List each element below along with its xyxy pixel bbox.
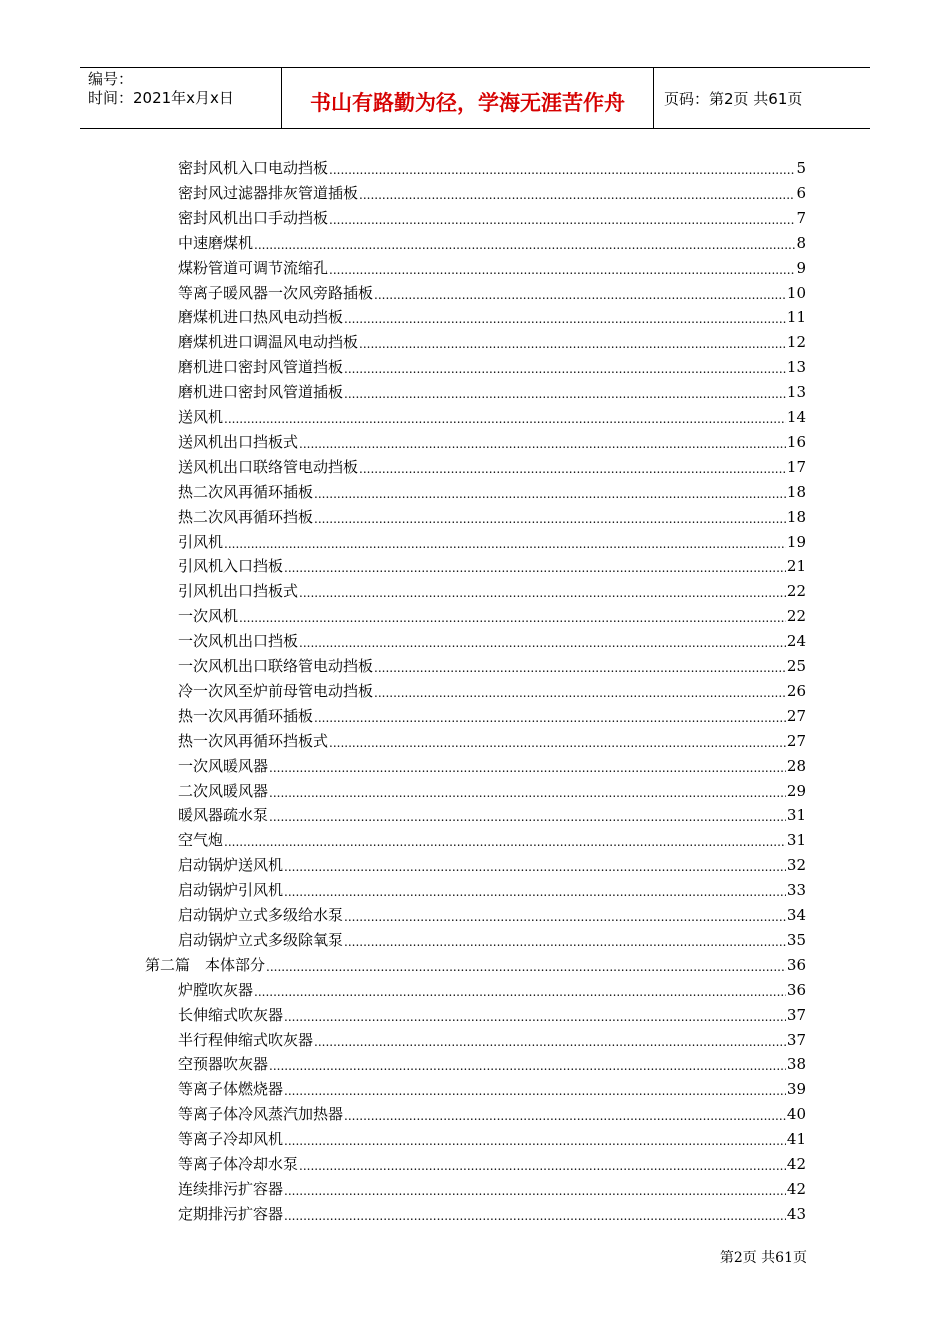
toc-dot-leader bbox=[284, 1208, 786, 1224]
toc-entry-page: 29 bbox=[786, 781, 806, 800]
toc-entry-title: 启动锅炉引风机 bbox=[178, 881, 284, 900]
toc-entry-title: 暖风器疏水泵 bbox=[178, 806, 269, 825]
toc-dot-leader bbox=[329, 735, 786, 751]
toc-entry[interactable] bbox=[178, 752, 806, 776]
toc-entry[interactable] bbox=[178, 1075, 806, 1099]
toc-entry-page: 18 bbox=[786, 507, 806, 526]
number-label: 编号： bbox=[88, 70, 134, 88]
toc-dot-leader bbox=[359, 187, 795, 203]
toc-entry-title: 密封风机出口手动挡板 bbox=[178, 208, 329, 227]
toc-entry-title: 空气炮 bbox=[178, 831, 224, 850]
toc-entry-page: 14 bbox=[786, 408, 806, 426]
toc-entry-title: 送风机出口挡板式 bbox=[178, 432, 299, 451]
toc-entry-page: 36 bbox=[786, 955, 806, 974]
toc-entry-page: 28 bbox=[786, 756, 806, 775]
toc-dot-leader bbox=[344, 311, 786, 327]
toc-entry[interactable] bbox=[178, 926, 806, 950]
toc-entry-title: 等离子冷却风机 bbox=[178, 1130, 284, 1149]
toc-entry-page: 13 bbox=[786, 383, 806, 402]
toc-entry-page: 32 bbox=[786, 856, 806, 875]
toc-dot-leader bbox=[344, 934, 786, 950]
toc-entry[interactable] bbox=[178, 428, 806, 452]
toc-entry[interactable] bbox=[178, 1050, 806, 1074]
toc-entry-page: 36 bbox=[786, 980, 806, 999]
toc-entry-page: 6 bbox=[796, 183, 806, 202]
toc-entry-page: 37 bbox=[786, 1030, 806, 1049]
toc-entry-title: 送风机出口联络管电动挡板 bbox=[178, 457, 359, 476]
toc-entry[interactable] bbox=[178, 876, 806, 900]
toc-entry[interactable] bbox=[178, 1100, 806, 1124]
toc-entry-title: 一次风机出口挡板 bbox=[178, 632, 299, 651]
toc-entry-title: 引风机出口挡板式 bbox=[178, 582, 299, 601]
toc-dot-leader bbox=[269, 760, 786, 776]
toc-entry-title: 热一次风再循环挡板式 bbox=[178, 731, 329, 750]
toc-dot-leader bbox=[299, 635, 786, 651]
toc-entry-title: 密封风机入口电动挡板 bbox=[178, 159, 329, 177]
toc-entry[interactable] bbox=[178, 279, 806, 303]
toc-entry-page: 42 bbox=[786, 1155, 806, 1173]
toc-entry-page: 31 bbox=[786, 806, 806, 825]
toc-entry-title: 一次风机 bbox=[178, 607, 239, 626]
toc-entry[interactable] bbox=[178, 727, 806, 751]
toc-entry[interactable] bbox=[178, 254, 806, 278]
toc-entry-title: 等离子体冷风蒸汽加热器 bbox=[178, 1105, 344, 1124]
toc-entry-title: 连续排污扩容器 bbox=[178, 1179, 284, 1198]
toc-dot-leader bbox=[224, 834, 786, 850]
toc-dot-leader bbox=[344, 386, 786, 402]
toc-entry[interactable] bbox=[178, 1001, 806, 1025]
toc-entry[interactable] bbox=[178, 1175, 806, 1199]
toc-entry-title: 等离子暖风器一次风旁路插板 bbox=[178, 283, 374, 302]
toc-entry-title: 二次风暖风器 bbox=[178, 781, 269, 800]
toc-dot-leader bbox=[374, 287, 786, 303]
toc-entry[interactable] bbox=[178, 777, 806, 801]
toc-entry[interactable] bbox=[178, 229, 806, 253]
toc-dot-leader bbox=[374, 685, 786, 701]
toc-dot-leader bbox=[284, 859, 786, 875]
toc-entry-title: 密封风过滤器排灰管道插板 bbox=[178, 183, 359, 202]
toc-entry[interactable] bbox=[178, 627, 806, 651]
toc-entry[interactable] bbox=[178, 1026, 806, 1050]
toc-dot-leader bbox=[359, 336, 786, 352]
toc-entry-page: 17 bbox=[786, 457, 806, 476]
toc-entry-page: 40 bbox=[786, 1105, 806, 1124]
toc-entry-title: 送风机 bbox=[178, 408, 224, 426]
toc-entry-title: 热二次风再循环挡板 bbox=[178, 507, 314, 526]
toc-dot-leader bbox=[314, 1034, 786, 1050]
toc-entry[interactable] bbox=[178, 702, 806, 726]
toc-entry[interactable] bbox=[178, 503, 806, 527]
toc-entry[interactable] bbox=[178, 901, 806, 925]
toc-entry-title: 磨机进口密封风管道插板 bbox=[178, 383, 344, 402]
toc-entry-page: 41 bbox=[786, 1130, 806, 1149]
toc-entry-page: 39 bbox=[786, 1080, 806, 1099]
header-page-label: 页码：第2页 共61页 bbox=[664, 89, 803, 108]
toc-dot-leader bbox=[269, 785, 786, 801]
toc-dot-leader bbox=[284, 1009, 786, 1025]
toc-dot-leader bbox=[284, 1083, 786, 1099]
toc-entry-page: 22 bbox=[786, 582, 806, 601]
page-header bbox=[80, 67, 870, 129]
toc-entry[interactable] bbox=[178, 478, 806, 502]
toc-entry[interactable] bbox=[178, 179, 806, 203]
page-footer: 第2页 共61页 bbox=[719, 1250, 807, 1266]
toc-dot-leader bbox=[314, 486, 786, 502]
toc-entry[interactable] bbox=[178, 826, 806, 850]
toc-dot-leader bbox=[329, 212, 795, 228]
toc-entry-title: 第二篇 本体部分 bbox=[145, 955, 266, 974]
toc-entry-page: 7 bbox=[796, 208, 806, 227]
toc-dot-leader bbox=[374, 660, 786, 676]
toc-dot-leader bbox=[269, 809, 786, 825]
toc-entry-title: 热二次风再循环插板 bbox=[178, 482, 314, 501]
toc-entry-page: 19 bbox=[786, 532, 806, 551]
toc-dot-leader bbox=[266, 959, 786, 975]
toc-dot-leader bbox=[239, 610, 786, 626]
toc-entry[interactable] bbox=[178, 353, 806, 377]
toc-entry-page: 38 bbox=[786, 1055, 806, 1074]
toc-entry-page: 33 bbox=[786, 881, 806, 900]
toc-entry-title: 启动锅炉送风机 bbox=[178, 856, 284, 875]
toc-entry-page: 25 bbox=[786, 657, 806, 675]
toc-entry[interactable] bbox=[178, 1125, 806, 1149]
toc-entry[interactable] bbox=[178, 602, 806, 626]
toc-entry-title: 空预器吹灰器 bbox=[178, 1055, 269, 1074]
toc-entry-page: 35 bbox=[786, 930, 806, 949]
toc-entry-page: 27 bbox=[786, 731, 806, 750]
toc-entry-page: 34 bbox=[786, 906, 806, 924]
toc-dot-leader bbox=[299, 585, 786, 601]
toc-entry-title: 热一次风再循环插板 bbox=[178, 706, 314, 725]
toc-entry[interactable] bbox=[178, 577, 806, 601]
toc-dot-leader bbox=[254, 984, 786, 1000]
toc-dot-leader bbox=[344, 361, 786, 377]
toc-entry-page: 8 bbox=[796, 233, 806, 252]
toc-entry-title: 定期排污扩容器 bbox=[178, 1204, 284, 1223]
toc-entry[interactable] bbox=[178, 652, 806, 676]
toc-dot-leader bbox=[284, 884, 786, 900]
toc-entry-title: 启动锅炉立式多级给水泵 bbox=[178, 906, 344, 924]
toc-entry-title: 等离子体冷却水泵 bbox=[178, 1155, 299, 1173]
toc-dot-leader bbox=[224, 536, 786, 552]
toc-entry[interactable] bbox=[178, 154, 806, 178]
toc-dot-leader bbox=[284, 1183, 786, 1199]
toc-entry-title: 半行程伸缩式吹灰器 bbox=[178, 1030, 314, 1049]
toc-entry-title: 等离子体燃烧器 bbox=[178, 1080, 284, 1099]
toc-entry[interactable] bbox=[178, 976, 806, 1000]
toc-entry-page: 21 bbox=[786, 557, 806, 576]
toc-dot-leader bbox=[284, 560, 786, 576]
toc-entry-title: 煤粉管道可调节流缩孔 bbox=[178, 258, 329, 277]
toc-entry[interactable] bbox=[178, 328, 806, 352]
toc-entry[interactable] bbox=[178, 303, 806, 327]
header-motto: 书山有路勤为径，学海无涯苦作舟 bbox=[281, 68, 654, 128]
toc-entry-title: 一次风机出口联络管电动挡板 bbox=[178, 657, 374, 675]
toc-dot-leader bbox=[314, 710, 786, 726]
toc-entry-page: 11 bbox=[786, 308, 806, 327]
header-meta bbox=[88, 70, 283, 108]
toc-dot-leader bbox=[284, 1133, 786, 1149]
toc-entry-page: 27 bbox=[786, 706, 806, 725]
toc-entry-page: 26 bbox=[786, 681, 806, 700]
toc-entry-page: 5 bbox=[796, 159, 806, 177]
toc-entry-title: 磨机进口密封风管道挡板 bbox=[178, 358, 344, 377]
toc-entry-page: 22 bbox=[786, 607, 806, 626]
toc-dot-leader bbox=[269, 1058, 786, 1074]
toc-entry[interactable] bbox=[178, 378, 806, 402]
toc-dot-leader bbox=[329, 262, 795, 278]
toc-entry-page: 12 bbox=[786, 333, 806, 352]
toc-dot-leader bbox=[344, 909, 786, 925]
toc-entry-page: 37 bbox=[786, 1005, 806, 1024]
toc-entry[interactable] bbox=[178, 528, 806, 552]
toc-entry-title: 炉膛吹灰器 bbox=[178, 980, 254, 999]
toc-dot-leader bbox=[359, 461, 786, 477]
toc-entry-page: 42 bbox=[786, 1179, 806, 1198]
toc-entry-page: 10 bbox=[786, 283, 806, 302]
toc-entry[interactable] bbox=[178, 403, 806, 427]
toc-entry[interactable] bbox=[145, 951, 806, 975]
toc-entry-page: 18 bbox=[786, 482, 806, 501]
toc-entry-page: 16 bbox=[786, 432, 806, 451]
toc-dot-leader bbox=[299, 1158, 786, 1174]
toc-entry[interactable] bbox=[178, 1150, 806, 1174]
toc-dot-leader bbox=[254, 237, 795, 253]
toc-entry-title: 磨煤机进口热风电动挡板 bbox=[178, 308, 344, 327]
toc-dot-leader bbox=[299, 436, 786, 452]
toc-entry-title: 一次风暖风器 bbox=[178, 756, 269, 775]
toc-dot-leader bbox=[314, 511, 786, 527]
toc-entry-page: 43 bbox=[786, 1204, 806, 1223]
toc-entry[interactable] bbox=[178, 677, 806, 701]
toc-entry[interactable] bbox=[178, 1200, 806, 1224]
toc-entry-title: 引风机入口挡板 bbox=[178, 557, 284, 576]
toc-entry-title: 启动锅炉立式多级除氧泵 bbox=[178, 930, 344, 949]
toc-entry[interactable] bbox=[178, 851, 806, 875]
time-label: 时间：2021年x月x日 bbox=[88, 89, 234, 107]
toc-entry[interactable] bbox=[178, 204, 806, 228]
toc-entry-title: 长伸缩式吹灰器 bbox=[178, 1005, 284, 1024]
toc-entry-title: 中速磨煤机 bbox=[178, 233, 254, 252]
toc-entry[interactable] bbox=[178, 453, 806, 477]
toc-entry[interactable] bbox=[178, 552, 806, 576]
toc-dot-leader bbox=[344, 1108, 786, 1124]
toc-entry-title: 磨煤机进口调温风电动挡板 bbox=[178, 333, 359, 352]
toc-dot-leader bbox=[224, 411, 786, 427]
toc-dot-leader bbox=[329, 162, 795, 178]
toc-entry-title: 引风机 bbox=[178, 532, 224, 551]
toc-entry-title: 冷一次风至炉前母管电动挡板 bbox=[178, 681, 374, 700]
toc-entry-page: 13 bbox=[786, 358, 806, 377]
toc-entry[interactable] bbox=[178, 801, 806, 825]
toc-entry-page: 31 bbox=[786, 831, 806, 850]
toc-entry-page: 24 bbox=[786, 632, 806, 651]
toc-entry-page: 9 bbox=[796, 258, 806, 277]
